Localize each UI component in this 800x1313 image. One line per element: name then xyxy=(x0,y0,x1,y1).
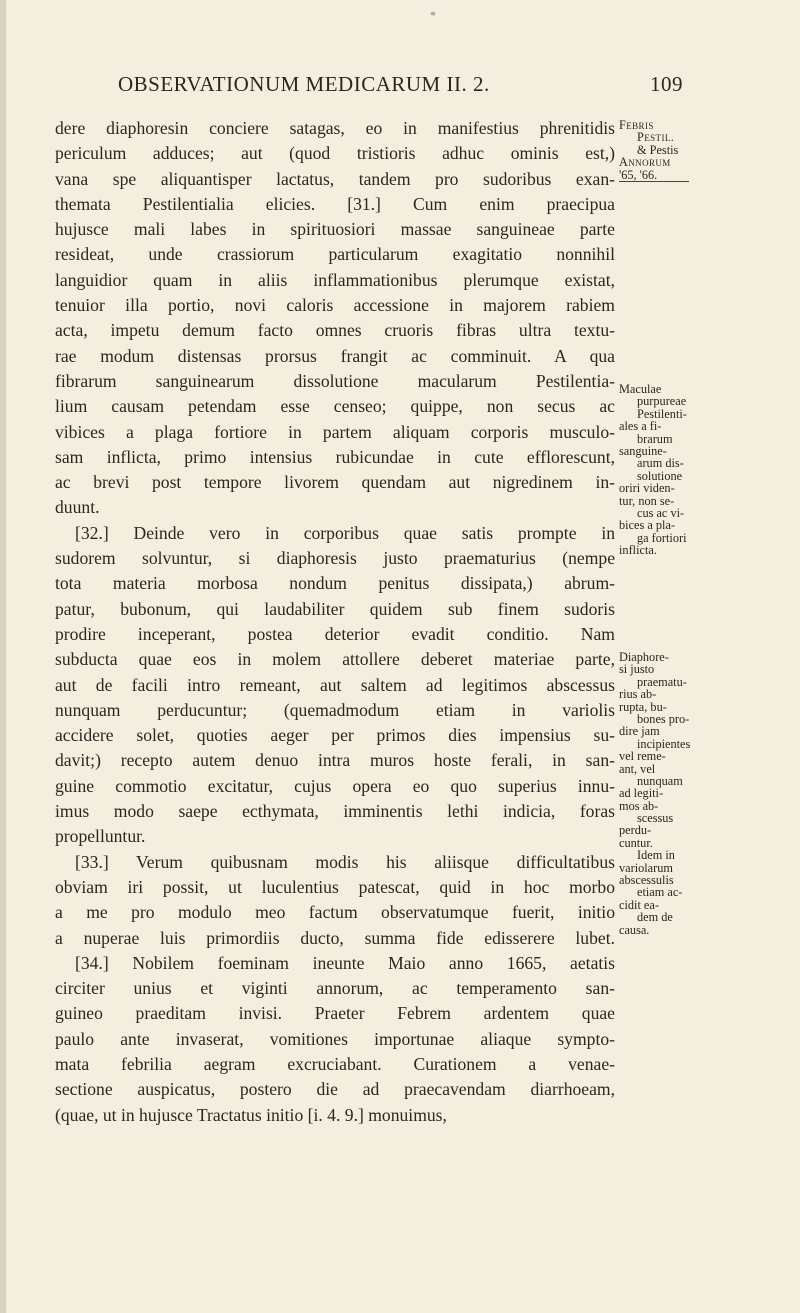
text-line: guine commotio excitatur, cujus opera eo quo superius innu- xyxy=(55,775,615,796)
text-line: obviam iri possit, ut luculentius patescat, quid in hoc morbo xyxy=(55,876,615,897)
text-line: propelluntur. xyxy=(55,826,146,847)
margin-note-line: bones pro- xyxy=(637,711,690,726)
margin-note-line: vel reme- xyxy=(619,749,666,764)
page-binding-edge xyxy=(0,0,6,1313)
margin-note-line: Idem in xyxy=(637,848,675,863)
ornament-mark: * xyxy=(430,8,436,22)
text-line: tota materia morbosa nondum penitus dissipata,) abrum- xyxy=(55,573,615,594)
text-line: prodire inceperant, postea deterior evadit conditio. Nam xyxy=(55,623,615,644)
margin-note-line: brarum xyxy=(637,431,673,446)
text-line: lium causam petendam esse censeo; quippe, non secus ac xyxy=(55,396,615,417)
text-line: a me pro modulo meo factum observatumque fuerit, initio xyxy=(55,902,615,923)
text-line: sam inflicta, primo intensius rubicundae in cute efflorescunt, xyxy=(55,446,615,467)
text-line: ac brevi post tempore livorem quendam aut nigredinem in- xyxy=(55,472,615,493)
page-number: 109 xyxy=(650,72,683,96)
margin-note-line: oriri viden- xyxy=(619,481,675,496)
text-line: resideat, unde crassiorum particularum exagitatio nonnihil xyxy=(55,244,615,265)
margin-note-line: Pestil. xyxy=(637,130,675,145)
margin-note-line: cuntur. xyxy=(619,835,653,850)
margin-note-line: incipientes xyxy=(637,736,691,751)
text-line: patur, bubonum, qui laudabiliter quidem sub finem sudoris xyxy=(55,598,615,619)
margin-note-line: Maculae xyxy=(619,382,662,396)
margin-note-line: praematu- xyxy=(637,674,687,689)
margin-note-line: etiam ac- xyxy=(637,885,683,900)
margin-note-line: nunquam xyxy=(637,773,683,788)
text-line: fibrarum sanguinearum dissolutione macularum Pestilentia- xyxy=(55,370,615,391)
margin-note-line: Febris xyxy=(619,118,654,132)
margin-note-line: Annorum xyxy=(619,155,671,170)
margin-note-line: scessus xyxy=(637,811,674,826)
text-line: vibices a plaga fortiore in partem aliquam corporis musculo- xyxy=(55,421,615,442)
margin-note-line: purpureae xyxy=(637,394,687,409)
text-line: duunt. xyxy=(55,497,100,518)
text-line: circiter unius et viginti annorum, ac temperamento san- xyxy=(55,978,615,999)
text-line: [33.] Verum quibusnam modis his aliisque difficultatibus xyxy=(75,851,615,872)
margin-note-line: bices a pla- xyxy=(619,518,675,533)
text-line: davit;) recepto autem denuo intra muros hoste ferali, in san- xyxy=(55,750,615,771)
margin-note-line: ant, vel xyxy=(619,761,656,776)
margin-note-line: cidit ea- xyxy=(619,897,659,912)
margin-note-line: ga fortiori xyxy=(637,530,687,545)
text-line: languidior quam in aliis inflammationibus plerumque existat, xyxy=(55,269,615,290)
text-line: rae modum distensas prorsus frangit ac comminuit. A qua xyxy=(55,345,615,366)
margin-note-line: dire jam xyxy=(619,724,660,739)
text-line: nunquam perducuntur; (quemadmodum etiam in variolis xyxy=(55,699,615,720)
text-line: sudorem solvuntur, si diaphoresis justo praematurius (nempe xyxy=(55,548,615,569)
text-line: sectione auspicatus, postero die ad praecavendam diarrhoeam, xyxy=(55,1079,615,1100)
margin-note-line: cus ac vi- xyxy=(637,505,685,520)
text-line: [34.] Nobilem foeminam ineunte Maio anno 1665, aetatis xyxy=(75,952,615,973)
text-line: imus modo saepe ecthymata, imminentis lethi indicia, foras xyxy=(55,801,615,822)
margin-note-line: tur, non se- xyxy=(619,493,675,508)
text-line: a nuperae luis primordiis ducto, summa fide edisserere lubet. xyxy=(55,927,615,948)
margin-note-line: sanguine- xyxy=(619,443,667,458)
margin-note-maculae xyxy=(619,383,687,556)
margin-note-line: dem de xyxy=(637,910,673,925)
margin-note-line: '65, '66. xyxy=(619,169,689,182)
margin-note-line: ad legiti- xyxy=(619,786,664,801)
margin-note-line: mos ab- xyxy=(619,798,659,813)
text-line: periculum adduces; aut (quod tristioris adhuc ominis est,) xyxy=(55,143,615,164)
margin-note-line: solutione xyxy=(637,468,683,483)
margin-note-line: rupta, bu- xyxy=(619,699,667,714)
text-line: tenuior illa portio, novi caloris accessione in majorem rabiem xyxy=(55,295,615,316)
margin-note-line: Diaphore- xyxy=(619,650,669,664)
text-line: paulo ante invaserat, vomitiones importunae aliaque sympto- xyxy=(55,1028,615,1049)
margin-note-line: perdu- xyxy=(619,823,652,838)
margin-note-diaphoresi xyxy=(619,651,690,936)
margin-note-line: ales a fi- xyxy=(619,419,662,434)
margin-note-line: & Pestis xyxy=(637,142,679,157)
main-text-column xyxy=(55,116,615,1128)
margin-note-febris-pestil xyxy=(619,119,689,182)
margin-note-line: rius ab- xyxy=(619,687,657,702)
margin-note-line: Pestilenti- xyxy=(637,406,687,421)
text-line: dere diaphoresin conciere satagas, eo in manifestius phrenitidis xyxy=(55,118,615,138)
text-line: subducta quae eos in molem attollere deberet materiae parte, xyxy=(55,649,615,670)
margin-note-line: abscessulis xyxy=(619,873,674,888)
text-line: acta, impetu demum facto omnes cruoris fibras ultra textu- xyxy=(55,320,615,341)
text-line: mata febrilia aegram excruciabant. Curationem a venae- xyxy=(55,1053,615,1074)
margin-note-line: si justo xyxy=(619,662,655,677)
text-line: hujusce mali labes in spirituosiori massae sanguineae parte xyxy=(55,219,615,240)
text-line: themata Pestilentialia elicies. [31.] Cum enim praecipua xyxy=(55,193,615,214)
text-line: accidere solet, quoties aeger per primos dies impensius su- xyxy=(55,725,615,746)
text-line: aut de facili intro remeant, aut saltem ad legitimos abscessus xyxy=(55,674,615,695)
margin-note-line: arum dis- xyxy=(637,456,684,471)
margin-note-line: causa. xyxy=(619,922,650,937)
running-head xyxy=(118,72,683,97)
margin-note-line: variolarum xyxy=(619,860,673,875)
running-head-title: OBSERVATIONUM MEDICARUM II. 2. xyxy=(118,72,490,96)
text-line: [32.] Deinde vero in corporibus quae satis prompte in xyxy=(75,522,615,543)
text-line: guineo praeditam invisi. Praeter Febrem ardentem quae xyxy=(55,1003,615,1024)
text-line: (quae, ut in hujusce Tractatus initio [i. 4. 9.] monuimus, xyxy=(55,1104,447,1125)
text-line: vana spe aliquantisper lactatus, tandem pro sudoribus exan- xyxy=(55,168,615,189)
margin-note-line: inflicta. xyxy=(619,543,657,558)
